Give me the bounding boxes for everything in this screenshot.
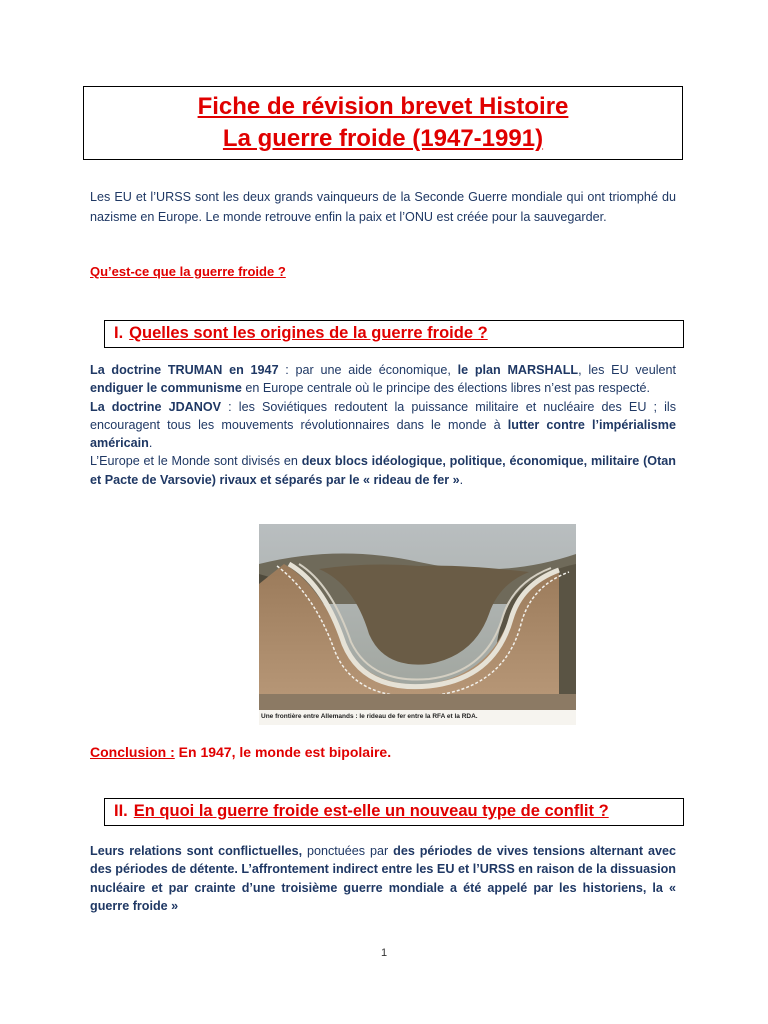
conclusion-label: Conclusion : [90,744,175,760]
section-2-number: II. [114,802,128,820]
section-1-heading [104,320,684,348]
intro-paragraph: Les EU et l’URSS sont les deux grands vainqueurs de la Seconde Guerre mondiale qui ont triomphé du nazisme en Europe. Le monde retrouve enfin la paix et l’ONU est créée pour la sauvegarder. [90,190,676,224]
title-box [83,86,683,160]
section-2-body: Leurs relations sont conflictuelles, ponctuées par des périodes de vives tensions alternant avec des périodes de détente. L’affrontement indirect entre les EU et l’URSS en raison de la dissuasion nucléaire et par crainte d’une troisième guerre mondiale a été appelé par les historiens, la « guerre froide » [90,844,676,913]
jdanov-paragraph: La doctrine JDANOV : les Soviétiques redoutent la puissance militaire et nucléaire des EU ; ils encouragent tous les mouvements révolutionnaires dans le monde à lutter contre l’impérialisme américain. [90,399,677,451]
section-1-body [90,361,676,489]
blocs-paragraph: L’Europe et le Monde sont divisés en deux blocs idéologique, politique, économique, militaire (Otan et Pacte de Varsovie) rivaux et séparés par le « rideau de fer ». [90,454,676,487]
iron-curtain-illustration [259,524,576,725]
section-1-title: Quelles sont les origines de la guerre froide ? [129,324,488,342]
conclusion-text: En 1947, le monde est bipolaire. [174,744,392,760]
conclusion [90,744,391,760]
document-title: Fiche de révision brevet Histoire [197,93,569,120]
section-1-number: I. [114,324,124,342]
truman-paragraph: La doctrine TRUMAN en 1947 : par une aide économique, le plan MARSHALL, les EU veulent endiguer le communisme en Europe centrale où le principe des élections libres n’est pas respecté. [90,363,676,396]
page-number: 1 [380,947,388,959]
photo-caption: Une frontière entre Allemands : le rideau de fer entre la RFA et la RDA. [261,713,478,720]
section-2-title: En quoi la guerre froide est-elle un nouveau type de conflit ? [133,802,609,820]
section-2-heading [104,798,684,826]
iron-curtain-photo [259,524,576,725]
question-heading: Qu’est-ce que la guerre froide ? [90,264,286,279]
document-subtitle: La guerre froide (1947-1991) [222,125,544,152]
